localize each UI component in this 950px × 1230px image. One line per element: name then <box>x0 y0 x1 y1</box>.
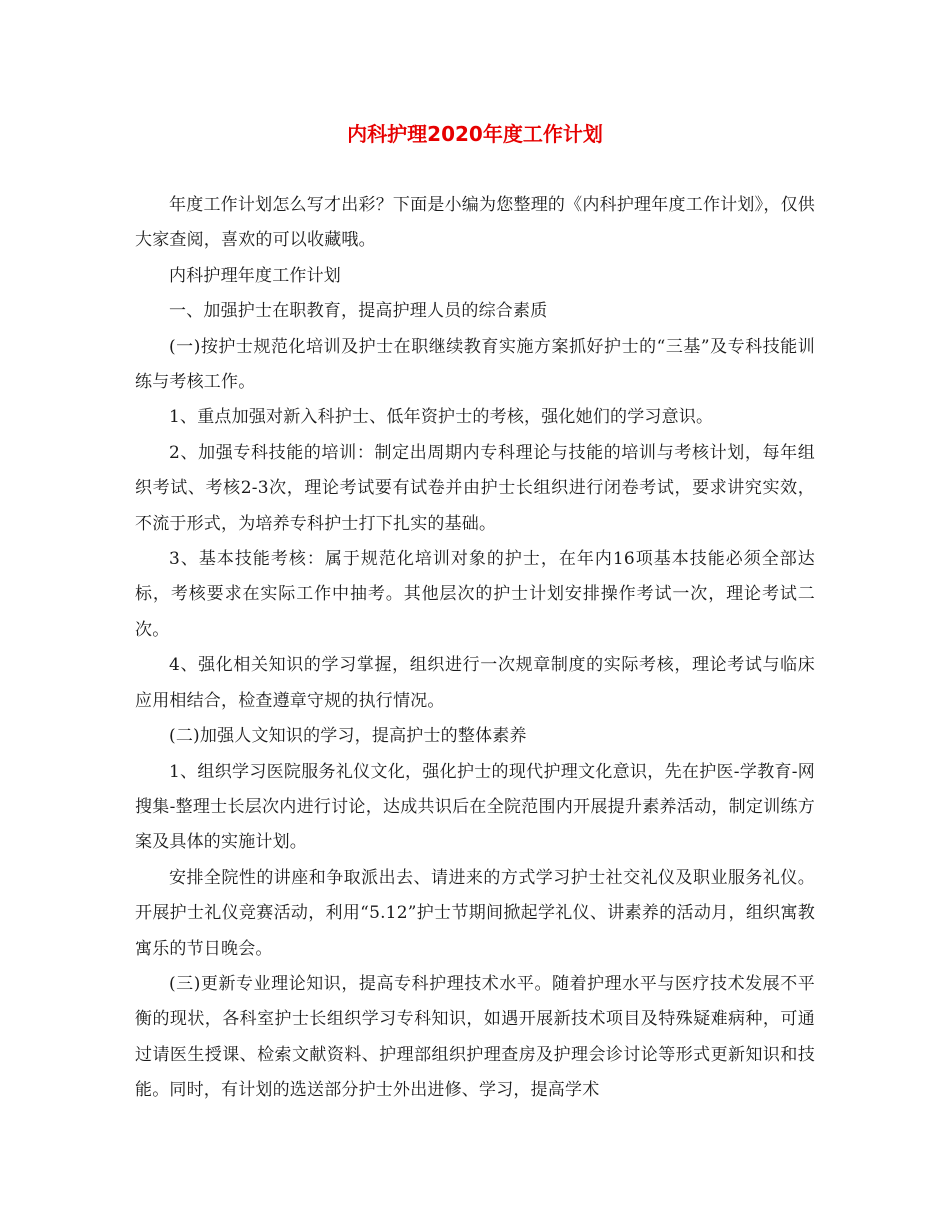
list-item-3: 3、基本技能考核：属于规范化培训对象的护士，在年内16项基本技能必须全部达标，考核要求在实际工作中抽考。其他层次的护士计划安排操作考试一次，理论考试二次。 <box>135 549 815 640</box>
section-heading-1: 一、加强护士在职教育，提高护理人员的综合素质 <box>169 301 548 322</box>
subsection-heading-2: (二)加强人文知识的学习，提高护士的整体素养 <box>169 726 527 747</box>
paragraph-etiquette: 安排全院性的讲座和争取派出去、请进来的方式学习护士社交礼仪及职业服务礼仪。开展护士礼仪竞赛活动，利用“5.12”护士节期间掀起学礼仪、讲素养的活动月，组织寓教寓乐的节日晚会。 <box>135 867 815 959</box>
paragraph-intro: 年度工作计划怎么写才出彩？下面是小编为您整理的《内科护理年度工作计划》，仅供大家查阅，喜欢的可以收藏哦。 <box>135 195 815 251</box>
list-item-2: 2、加强专科技能的培训：制定出周期内专科理论与技能的培训与考核计划，每年组织考试、考核2-3次，理论考试要有试卷并由护士长组织进行闭卷考试，要求讲究实效，不流于形式，为培养专科护士打下扎实的基础。 <box>135 442 815 534</box>
list-item-4: 4、强化相关知识的学习掌握，组织进行一次规章制度的实际考核，理论考试与临床应用相结合，检查遵章守规的执行情况。 <box>135 655 815 711</box>
document-body <box>135 188 815 1109</box>
list-item-5: 1、组织学习医院服务礼仪文化，强化护士的现代护理文化意识，先在护医-学教育-网搜集-整理士长层次内进行讨论，达成共识后在全院范围内开展提升素养活动，制定训练方案及具体的实施计划。 <box>135 761 815 853</box>
paragraph-subtitle: 内科护理年度工作计划 <box>169 265 341 286</box>
list-item-1: 1、重点加强对新入科护士、低年资护士的考核，强化她们的学习意识。 <box>169 407 714 428</box>
page-title: 内科护理2020年度工作计划 <box>347 122 603 146</box>
subsection-heading-1: (一)按护士规范化培训及护士在职继续教育实施方案抓好护士的“三基”及专科技能训练与考核工作。 <box>135 336 815 393</box>
subsection-heading-3: (三)更新专业理论知识，提高专科护理技术水平。随着护理水平与医疗技术发展不平衡的现状，各科室护士长组织学习专科知识，如遇开展新技术项目及特殊疑难病种，可通过请医生授课、检索文献资料、护理部组织护理查房及护理会诊讨论等形式更新知识和技能。同时，有计划的选送部分护士外出进修、学习，提高学术 <box>135 973 815 1101</box>
